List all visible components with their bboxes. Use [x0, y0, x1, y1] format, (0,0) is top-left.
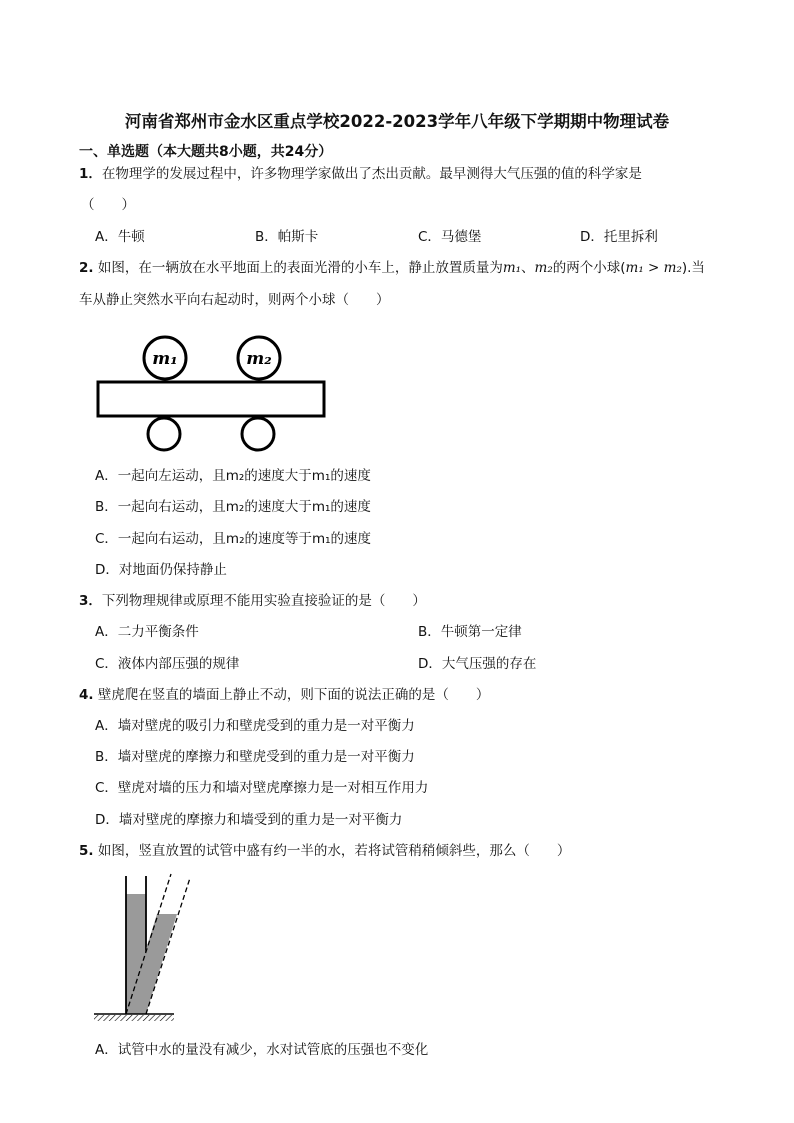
section-heading: 一、单选题（本大题共8小题，共24分）: [79, 144, 333, 160]
option-d: D．大气压强的存在: [418, 656, 537, 672]
option-c: C．液体内部压强的规律: [95, 656, 240, 672]
question-number: 5.: [79, 843, 94, 859]
option-d: D．对地面仍保持静止: [95, 562, 227, 578]
page-title: 河南省郑州市金水区重点学校2022-2023学年八年级下学期期中物理试卷: [124, 112, 670, 131]
option-a: A．一起向左运动，且m₂的速度大于m₁的速度: [95, 468, 371, 484]
mass-m2: m₂: [534, 260, 553, 276]
question-number: 1．: [79, 166, 102, 182]
option-a: A．二力平衡条件: [95, 624, 199, 640]
wheel-left: [148, 418, 180, 450]
question-3: [79, 592, 426, 610]
option-c: C．一起向右运动，且m₂的速度等于m₁的速度: [95, 531, 372, 547]
question-text: 如图，在一辆放在水平地面上的表面光滑的小车上，静止放置质量为: [97, 260, 503, 276]
option-c: C．马德堡: [418, 229, 482, 245]
question-text: ).当: [681, 260, 705, 276]
option-b: B．墙对壁虎的摩擦力和壁虎受到的重力是一对平衡力: [95, 749, 415, 765]
option-c: C．壁虎对墙的压力和墙对壁虎摩擦力是一对相互作用力: [95, 780, 429, 796]
option-a: A．试管中水的量没有减少，水对试管底的压强也不变化: [95, 1042, 429, 1058]
question-text: 在物理学的发展过程中，许多物理学家做出了杰出贡献。最早测得大气压强的值的科学家是: [101, 166, 642, 182]
question-number: 2.: [79, 260, 94, 276]
option-b: B．帕斯卡: [255, 229, 319, 245]
question-text: 下列物理规律或原理不能用实验直接验证的是（ ）: [101, 593, 426, 609]
label-m1: m₁: [152, 349, 178, 369]
cart-figure: [94, 333, 330, 455]
question-2: [79, 259, 705, 277]
mass-m1: m₁: [502, 260, 522, 276]
test-tube-figure: [90, 870, 190, 1026]
question-number: 4.: [79, 687, 94, 703]
label-m2: m₂: [246, 349, 272, 369]
option-b: B．牛顿第一定律: [418, 624, 522, 640]
question-text-line2: 车从静止突然水平向右起动时，则两个小球（ ）: [79, 292, 390, 308]
separator: 、: [521, 260, 535, 276]
mass-relation: m₁ > m₂: [625, 260, 682, 276]
option-a: A．牛顿: [95, 229, 145, 245]
question-text: 的两个小球(: [552, 260, 626, 276]
ground-hatching: [94, 1015, 174, 1021]
question-1: [79, 165, 642, 183]
wheel-right: [242, 418, 274, 450]
cart-body: [98, 382, 324, 416]
question-5: [79, 842, 570, 860]
option-d: D．墙对壁虎的摩擦力和墙受到的重力是一对平衡力: [95, 812, 403, 828]
question-text: 壁虎爬在竖直的墙面上静止不动，则下面的说法正确的是（ ）: [97, 687, 490, 703]
option-a: A．墙对壁虎的吸引力和壁虎受到的重力是一对平衡力: [95, 718, 415, 734]
option-d: D．托里拆利: [580, 229, 658, 245]
question-4: [79, 686, 489, 704]
option-b: B．一起向右运动，且m₂的速度大于m₁的速度: [95, 499, 371, 515]
question-text: 如图，竖直放置的试管中盛有约一半的水，若将试管稍稍倾斜些，那么（ ）: [97, 843, 571, 859]
question-number: 3．: [79, 593, 102, 609]
answer-paren: （ ）: [81, 197, 135, 213]
